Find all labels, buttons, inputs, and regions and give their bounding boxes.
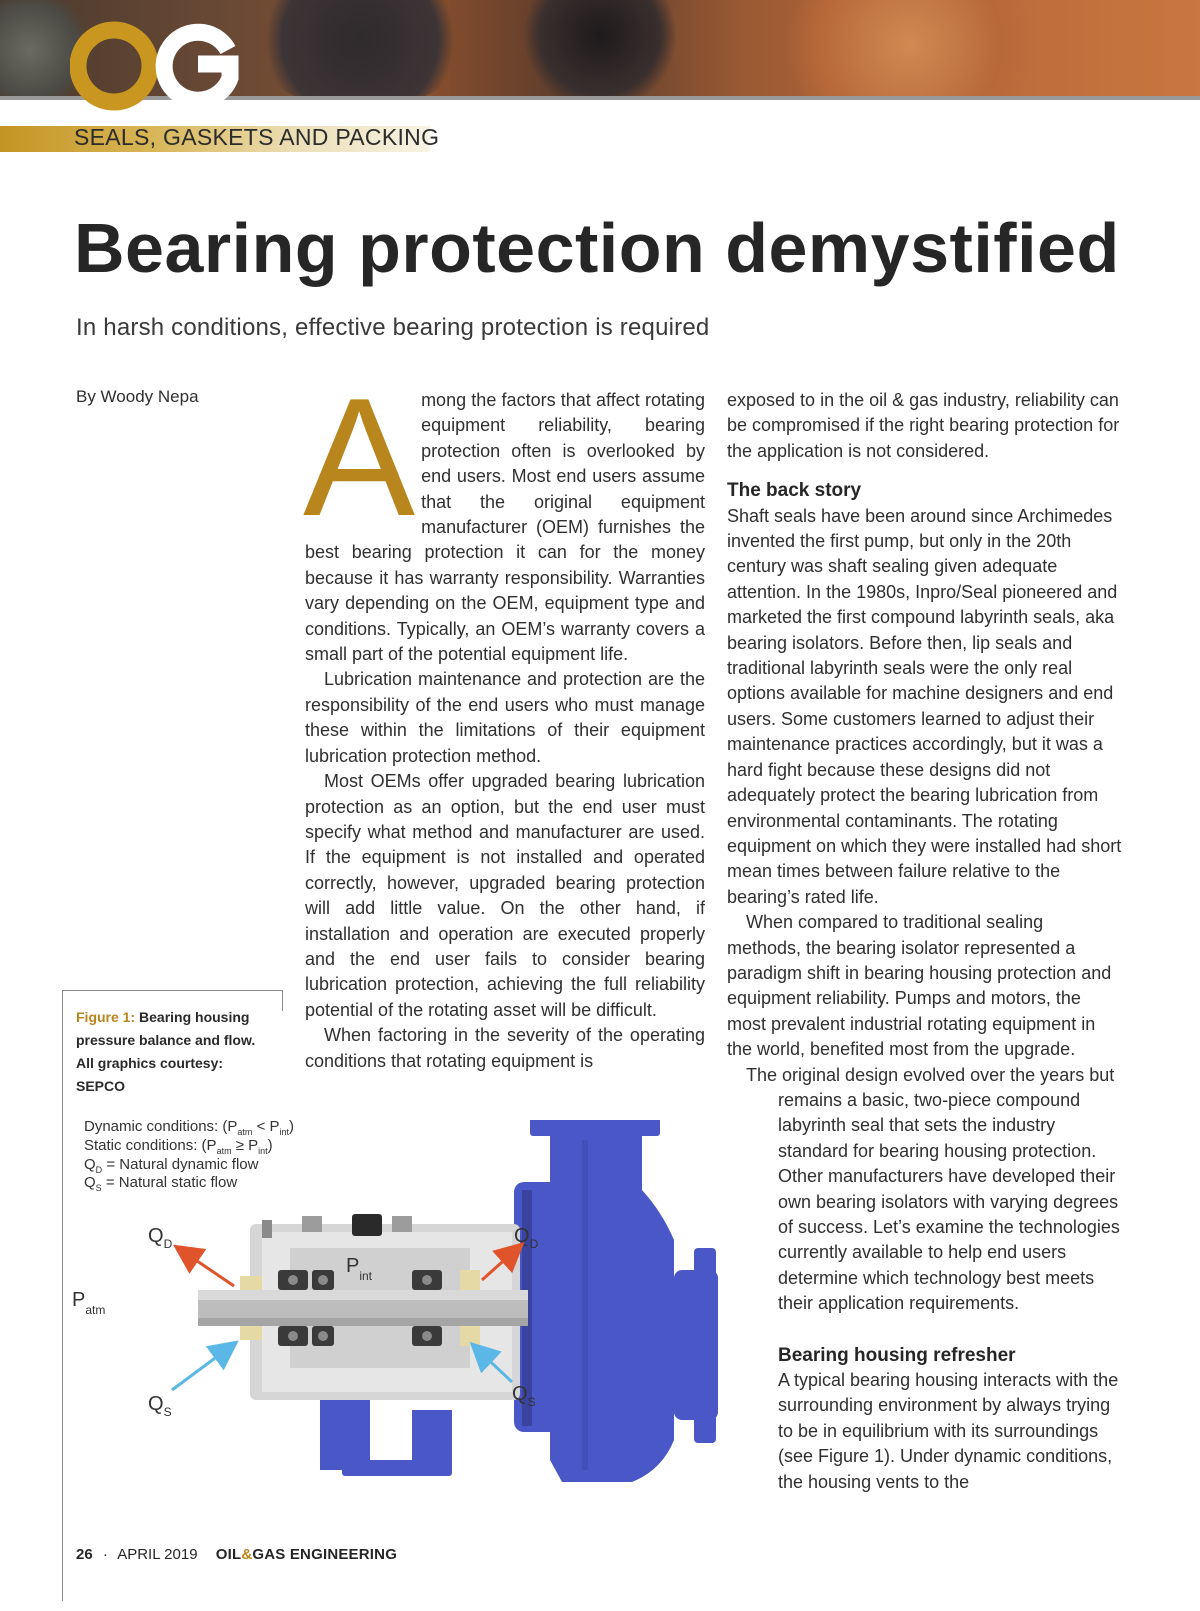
svg-text:QS: $Q_S$ bbox=[512, 1383, 536, 1409]
figure-caption bbox=[76, 1006, 272, 1098]
svg-text:QS = Natural static flow: $Q_S$ = Natural static flow bbox=[84, 1174, 238, 1193]
page-footer bbox=[76, 1546, 397, 1563]
svg-text:Patm: $P_{atm}$ bbox=[72, 1289, 106, 1317]
bearing-housing-diagram bbox=[62, 1120, 742, 1510]
section-heading: The back story bbox=[727, 480, 862, 502]
svg-text:Pint: $P_{int}$ bbox=[346, 1255, 373, 1283]
footer-separator: · bbox=[102, 1546, 108, 1563]
paragraph: Most OEMs offer upgraded bearing lubrication protection as an option, but the end user must specify what method and manufacturer are used. If the equipment is not installed and operated correctly, however, upgraded bearing protection will add little value. On the other hand, if installation and operation are executed properly and the end user fails to consider bearing lubrication protection, achieving the full reliability potential of the rotating asset will be difficult. bbox=[305, 771, 705, 1020]
svg-text:QD: $Q_D$ bbox=[514, 1225, 539, 1251]
paragraph: exposed to in the oil & gas industry, reliability can be compromised if the right bearing protection for the application is not considered. bbox=[727, 390, 1120, 461]
issue-date: APRIL 2019 bbox=[117, 1546, 198, 1563]
section-label: SEALS, GASKETS AND PACKING bbox=[74, 124, 440, 150]
article-column-1 bbox=[303, 363, 705, 1074]
article-title: Bearing protection demystified bbox=[74, 209, 1120, 287]
article-column-2 bbox=[727, 388, 1122, 1495]
paragraph: Lubrication maintenance and protection are the responsibility of the end users who must manage these within the limitations of their equipment lubrication protection method. bbox=[305, 669, 705, 766]
svg-text:Static conditions: (Patm ≥ Pin: Static conditions: $(P_{atm} \ge P_{int})$ bbox=[84, 1137, 273, 1156]
figure-caption-lead: Figure 1: bbox=[76, 1009, 136, 1025]
paragraph: When factoring in the severity of the operating conditions that rotating equipment is bbox=[305, 1025, 705, 1071]
drop-cap: A bbox=[303, 363, 416, 551]
magazine-name: OIL&GAS ENGINEERING bbox=[215, 1546, 398, 1563]
svg-text:QD = Natural dynamic flow: $Q_D$ = Natural dynamic flow bbox=[84, 1156, 259, 1175]
svg-text:Dynamic conditions: (Patm < Pi: Dynamic conditions: $(P_{atm} < P_{int})$ bbox=[84, 1120, 295, 1137]
paragraph: mong the factors that affect rotating equipment reliability, bearing protection often is overlooked by end users. Most end users assume that the original equipment manufacturer (OEM) furnishes the best bearing protection it can for the money because it has warranty responsibility. Warranties vary depending on the OEM, equipment type and conditions. Typically, an OEM’s warranty covers a small part of the potential equipment life. bbox=[305, 390, 705, 665]
diagram-legend bbox=[84, 1120, 294, 1193]
paragraph: Shaft seals have been around since Archimedes invented the first pump, but only in the 20th century was shaft sealing given adequate attention. In the 1980s, Inpro/Seal pioneered and marketed the first compound labyrinth seals, aka bearing isolators. Before then, lip seals and traditional labyrinth seals were the only real options available for machine designers and end users. Some customers learned to adjust their maintenance practices accordingly, but it was a hard fight because these designs did not adequately protect the bearing lubrication from environmental contaminants. The rotating equipment on which they were installed had short mean times between failure relative to the bearing’s rated life. bbox=[727, 505, 1122, 907]
paragraph: A typical bearing housing interacts with the surrounding environment by always trying to be in equilibrium with its surroundings (see Figure 1). Under dynamic conditions, the housing vents to the bbox=[778, 1370, 1119, 1492]
paragraph: When compared to traditional sealing methods, the bearing isolator represented a paradigm shift in bearing housing protection and equipment reliability. Pumps and motors, the most prevalent industrial rotating equipment in the world, benefited most from the upgrade. bbox=[727, 912, 1112, 1060]
figure-caption-text: Bearing housing pressure balance and flow. All graphics courtesy: SEPCO bbox=[76, 1009, 256, 1094]
paragraph: The original design evolved over the years but remains a basic, two-piece compound labyrinth seal that sets the industry standard for bearing housing protection. Other manufacturers have developed their own bearing isolators with varying degrees of success. Let’s examine the technologies currently available to help end users determine which technology best meets their application requirements. bbox=[746, 1064, 1120, 1314]
svg-text:QD: $Q_D$ bbox=[148, 1225, 173, 1251]
byline: By Woody Nepa bbox=[76, 387, 199, 406]
page-number: 26 bbox=[76, 1546, 93, 1563]
svg-text:QS: $Q_S$ bbox=[148, 1393, 172, 1419]
og-logo bbox=[70, 20, 240, 112]
article-subtitle: In harsh conditions, effective bearing protection is required bbox=[76, 314, 710, 341]
shaft bbox=[198, 1290, 528, 1326]
section-heading: Bearing housing refresher bbox=[778, 1344, 1016, 1366]
